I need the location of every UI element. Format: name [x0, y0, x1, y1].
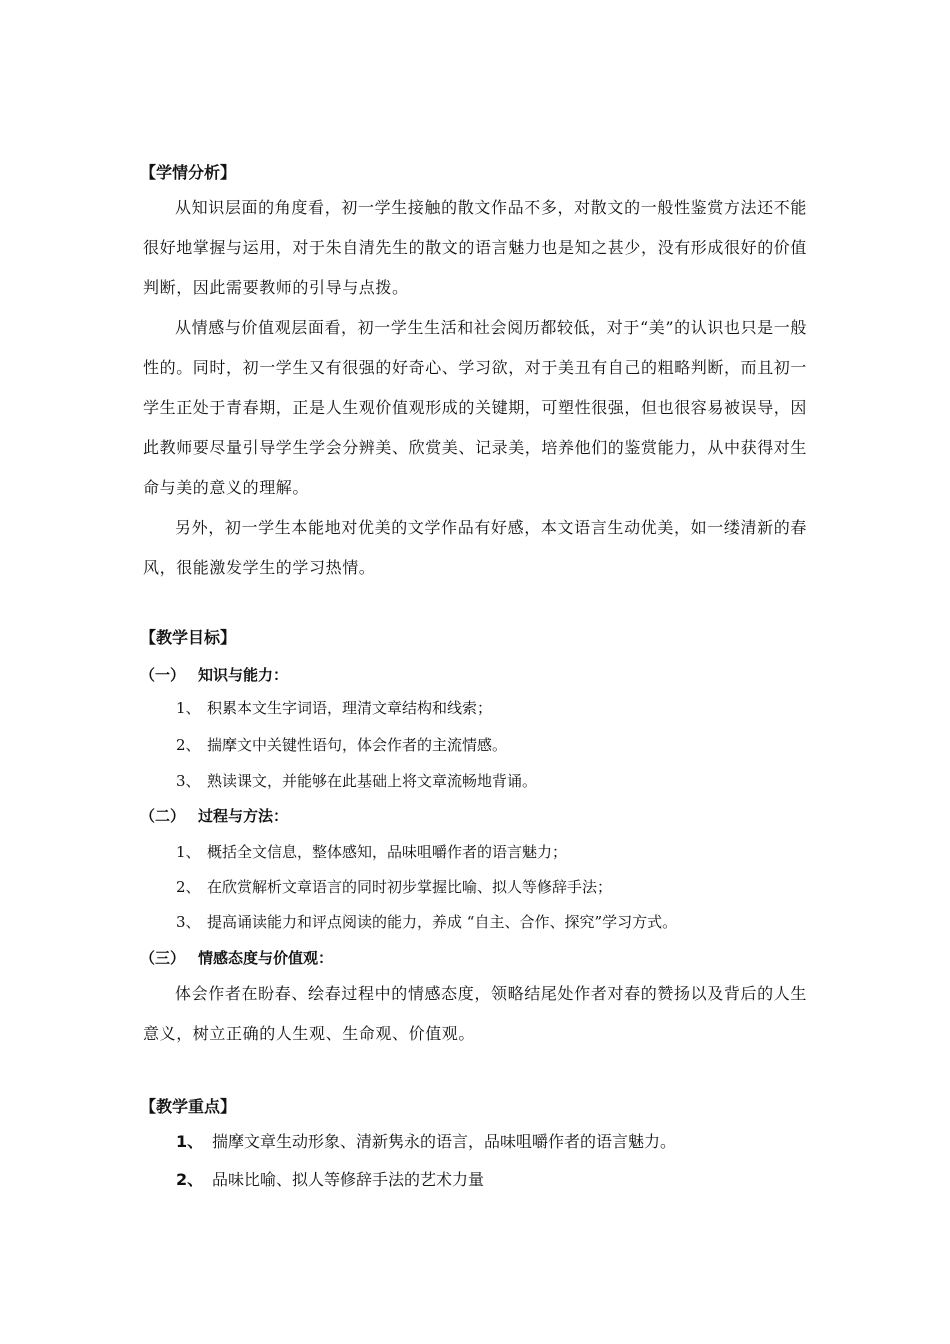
key-points-heading: 【教学重点】	[140, 1097, 237, 1116]
analysis-paragraph-2: 从情感与价值观层面看，初一学生生活和社会阅历都较低，对于“美”的认识也只是一般性的。同时，初一学生又有很强的好奇心、学习欲，对于美丑有自己的粗略判断，而且初一学生正处于青春期，正是人生观价值观形成的关键期，可塑性很强，但也很容易被误导，因此教师要尽量引导学生学会分辨美、欣赏美、记录美，培养他们的鉴赏能力，从中获得对生命与美的意义的理解。	[143, 318, 808, 497]
list-item: 1、 概括全文信息，整体感知，品味咀嚼作者的语言魅力；	[176, 843, 568, 861]
section-number: （三）	[140, 949, 186, 967]
list-item: 1、 积累本文生字词语，理清文章结构和线索；	[176, 699, 493, 717]
analysis-heading: 【学情分析】	[140, 163, 237, 182]
list-item: 2、 揣摩文中关键性语句，体会作者的主流情感。	[176, 736, 508, 754]
section-title: 过程与方法：	[198, 807, 289, 825]
list-item: 1、 揣摩文章生动形象、清新隽永的语言，品味咀嚼作者的语言魅力。	[176, 1132, 677, 1151]
goals-section-3	[140, 948, 333, 968]
list-item: 2、 品味比喻、拟人等修辞手法的艺术力量	[176, 1170, 485, 1189]
analysis-paragraph-3: 另外，初一学生本能地对优美的文学作品有好感，本文语言生动优美，如一缕清新的春风，很能激发学生的学习热情。	[143, 518, 807, 577]
section-number: （一）	[140, 666, 186, 684]
list-item: 3、 提高诵读能力和评点阅读的能力，养成 “自主、合作、探究”学习方式。	[176, 913, 678, 931]
list-item: 2、 在欣赏解析文章语言的同时初步掌握比喻、拟人等修辞手法；	[176, 878, 613, 896]
section-title: 知识与能力：	[198, 666, 289, 684]
goals-section-3-paragraph: 体会作者在盼春、绘春过程中的情感态度，领略结尾处作者对春的赞扬以及背后的人生意义，树立正确的人生观、生命观、价值观。	[143, 984, 807, 1043]
section-title: 情感态度与价值观：	[198, 949, 334, 967]
section-number: （二）	[140, 807, 186, 825]
goals-heading: 【教学目标】	[140, 628, 237, 647]
goals-section-1	[140, 665, 288, 685]
list-item: 3、 熟读课文，并能够在此基础上将文章流畅地背诵。	[176, 772, 538, 790]
goals-section-2	[140, 806, 288, 826]
analysis-paragraph-1: 从知识层面的角度看，初一学生接触的散文作品不多，对散文的一般性鉴赏方法还不能很好地掌握与运用，对于朱自清先生的散文的语言魅力也是知之甚少，没有形成很好的价值判断，因此需要教师的引导与点拨。	[143, 198, 808, 297]
